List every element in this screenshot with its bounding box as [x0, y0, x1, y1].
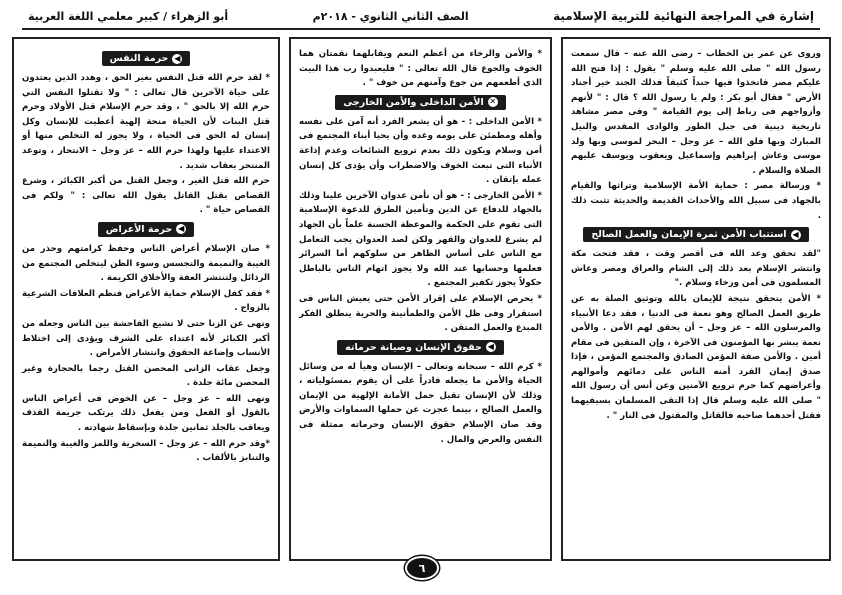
heading-bullet-icon: ◀	[487, 342, 494, 352]
section-heading	[299, 95, 542, 110]
heading-text: حرمة النفس	[109, 53, 169, 64]
paragraph: "لقد تحقق وعد الله فى أقصر وقت ، فقد فتحت مكة وانتشر الإسلام بعد ذلك إلى الشام والعراق ومصر وعاش المسلمون فى أمن ورخاء وسلام ."	[571, 249, 821, 289]
heading-text: حرمة الأعراض	[105, 223, 173, 235]
paragraph: * الأمن الداخلى : - هو أن يشعر الفرد أنه آمن على نفسه وأهله ومطمئن على يومه وغده وأن يحيا أبناء المجتمع فى أمن وسلام ويكون ذلك بعدم ترويع الشائعات وعدم إذاعة الأنباء التى تبعث الخوف والاضطراب وأن يؤدى كل إنسان عمله بإتقان .	[299, 116, 542, 186]
section-heading	[22, 222, 270, 237]
paragraph: * صان الإسلام أعراض الناس وحفظ كرامتهم وحذر من الغيبة والنميمة والتجسس وسوء الظن ليتخلص المجتمع من الرذائل ولتنتشر العفة والأخلاق الكريمة .	[22, 243, 270, 284]
heading-bullet-icon: ✕	[489, 97, 497, 107]
left-column	[12, 37, 280, 561]
paragraph: ونهى الله – عز وجل – عن الخوض فى أعراض الناس بالقول أو الفعل ومن يفعل ذلك يرتكب جريمة القذف ويعاقب بالجلد ثمانين جلدة وبإسقاط شهادته .	[22, 393, 270, 434]
paragraph: * ورسالة مصر : حماية الأمة الإسلامية وتراثها والقيام بالجهاد فى سبيل الله والأحداث القديمة والحديثة تثبت ذلك .	[571, 181, 821, 221]
heading-text: حقوق الإنسان وصيانة حرماته	[345, 341, 482, 353]
author-label: أبو الزهراء / كبير معلمي اللغة العربية	[28, 9, 229, 23]
page-header	[22, 4, 820, 30]
paragraph: وروى عن عمر بن الخطاب – رضى الله عنه – قال سمعت رسول الله " صلى الله عليه وسلم " يقول : إذا فتح الله عليكم مصر فاتخذوا فيها جنداً كثيفاً فذلك الجند خير أجناد الأرض " فقال أبو بكر : ولم يا رسول الله ؟ قال : " لأنهم وأزواجهم فى رباط إلى يوم القيامة " وفى مصر مشاهد تاريخية دينية فى جبل الطور والوادى المقدس والنيل المبارك وبها فلق الله – عز وجل – البحر لموسى وبها ولد موسى وعاش إبراهيم وإسماعيل ويعقوب ويوسف عليهم الصلاة والسلام .	[571, 49, 821, 176]
heading-text: استتباب الأمن ثمرة الإيمان والعمل الصالح	[591, 229, 787, 241]
paragraph: حرم الله قتل الغير ، وجعل القتل من أكبر الكبائر ، وشرع القصاص بقتل القاتل يقول الله تعالى : " ولكم فى القصاص حياة " .	[22, 176, 270, 216]
heading-text: الأمن الداخلى والأمن الخارجى	[343, 96, 484, 108]
booklet-title: إشارة في المراجعة النهائية للتربية الإسلامية	[553, 9, 814, 23]
grade-label: الصف الثاني الثانوي - ٢٠١٨م	[312, 9, 469, 23]
paragraph: * يحرص الإسلام على إقرار الأمن حتى يعيش الناس فى استقرار وفى ظل الأمن والطمأنينة والحرية ينطلق الفكر المبدع والعمل المتقن .	[299, 293, 542, 334]
middle-column	[289, 37, 552, 561]
paragraph: * الأمن الخارجى : - هو أن نأمن عدوان الآخرين علينا وذلك بالجهاد للدفاع عن الدين وتأمين الطرق للدعوة الإسلامية التى تقوم على الحكمة والموعظة الحسنة علماً بأن الجهاد لم يشرع للعدوان والقهر ولكن لصد العدوان يجب التعامل مع الناس على أساس الظاهر من سلوكهم أما السرائر فعلمها وحسابها عند الله ولا يجوز اتهام الناس بالباطل حكولاً يجوز تكفير المجتمع .	[299, 190, 542, 289]
page-number: ٦	[405, 556, 439, 580]
section-heading	[299, 340, 542, 355]
paragraph: * والأمن والرخاء من أعظم النعم ويقابلهما نقمتان هما الخوف والجوع قال الله تعالى : " فليعبدوا رب هذا البيت الذي أطعمهم من جوع وآمنهم من خوف " .	[299, 49, 542, 89]
paragraph: * كرم الله – سبحانه وتعالى – الإنسان وهيأ له من وسائل الحياة والأمن ما يجعله قادراً على أن يقوم بمسئولياته ، وذلك لأن الإنسان تقبل حمل الأمانة الإلهية من الإيمان والعمل الصالح ، بينما عجزت عن حملها السماوات والأرض وقد صان الإسلام حقوق الإنسان وحرماته ممثلة فى النفس والعرض والمال .	[299, 361, 542, 445]
heading-bullet-icon: ◀	[792, 229, 799, 239]
paragraph: *وقد حرم الله – عز وجل – السخرية واللمز والغيبة والنميمة والتنابز بالألقاب .	[22, 438, 270, 464]
paragraph: * لقد حرم الله قتل النفس بغير الحق ، وهدد الذين يعتدون على حياة الآخرين قال تعالى : " ولا تقتلوا النفس التي حرم الله إلا بالحق " ، وقد حرم الإسلام قتل الأولاد وحرم قتل البنات لأن الحياة منحة إلهية أعطيت للإنسان وكل إنسان له الحق فى الحياة ، ولا يجوز له التخلص منها أو الاعتداء عليها ولهذا حرم الله – عز وجل – الانتحار ، وتوعد المنتحر بعقاب شديد .	[22, 73, 270, 171]
paragraph: ونهى عن الزنا حتى لا تشيع الفاحشة بين الناس وجعله من أكبر الكبائر لأنه اعتداء على الشرف ويؤدى إلى اختلاط الأنساب وإضاعة الحقوق وانتشار الأمراض .	[22, 318, 270, 359]
heading-bullet-icon: ◀	[174, 53, 181, 63]
right-column	[561, 37, 831, 561]
paragraph: وجعل عقاب الزانى المحصن القتل رجما بالحجارة وغير المحصن مائة جلدة .	[22, 363, 270, 389]
section-heading	[571, 227, 821, 242]
heading-bullet-icon: ◀	[178, 224, 185, 234]
section-heading	[22, 51, 270, 66]
paragraph: * فقد كفل الإسلام حماية الأعراض فنظم العلاقات الشرعية بالزواج .	[22, 288, 270, 314]
paragraph: * الأمن يتحقق نتيجة للإيمان بالله وتوثيق الصلة به عن طريق العمل الصالح وهو نعمة فى الدنيا ، فقد دعا الأنبياء والمرسلون الله – عز وجل – أن يحقق لهم الأمن . والأمن نعمة يبشر بها المؤمنون فى الآخرة ، وإن المتقين فى مقام أمين . والأمن صفة المؤمن الصادق والمجتمع المؤمن ، فإذا صدق إيمان الفرد أمنه الناس على دمائهم وأموالهم وأعراضهم كما حرم ترويع الآمنين وعن أنس أن رسول الله " صلى الله عليه وسلم قال إذا التقى المسلمان بسيفيهما فقتل أحدهما صاحبه فالقاتل والمقتول فى النار " .	[571, 293, 821, 421]
